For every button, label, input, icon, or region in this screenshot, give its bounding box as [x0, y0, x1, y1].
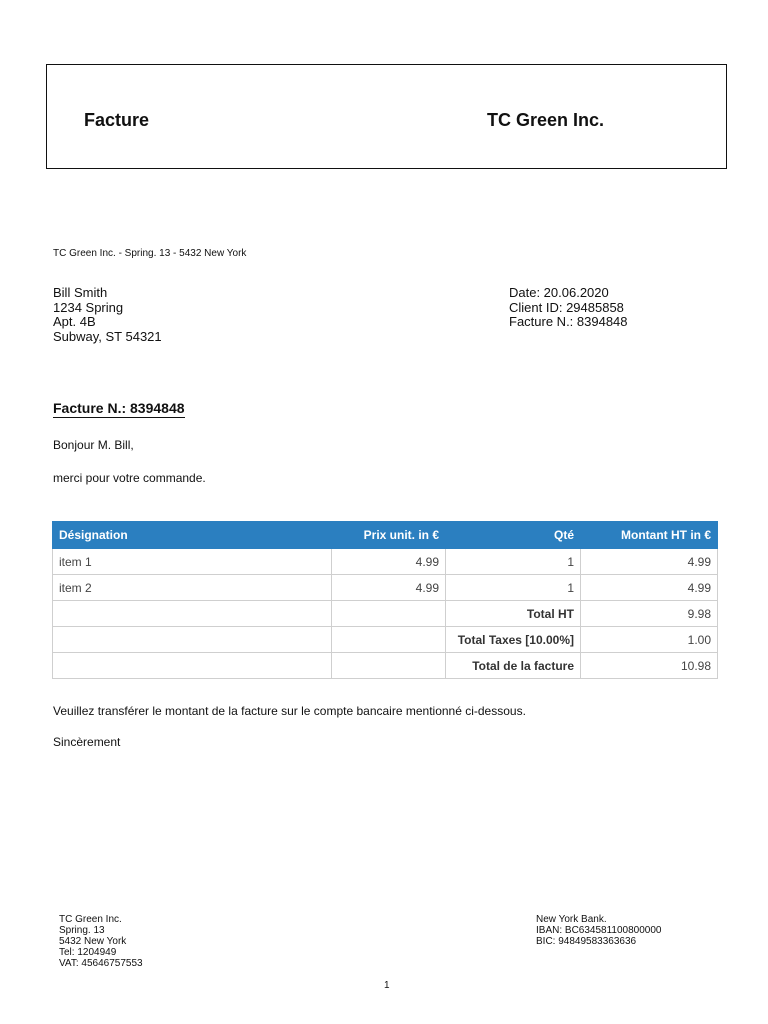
invoice-number-meta: Facture N.: 8394848: [509, 314, 628, 329]
company-name: TC Green Inc.: [487, 110, 605, 130]
column-header-unit-price: Prix unit. in €: [332, 522, 446, 549]
item-qty: 1: [446, 549, 581, 575]
invoice-meta: [509, 286, 628, 330]
empty-cell: [53, 601, 332, 627]
summary-value: 1.00: [581, 627, 718, 653]
empty-cell: [53, 627, 332, 653]
footer-company-info: [59, 914, 143, 969]
footer-iban: IBAN: BC634581100800000: [536, 925, 662, 936]
empty-cell: [53, 653, 332, 679]
summary-label: Total de la facture: [446, 653, 581, 679]
transfer-note: Veuillez transférer le montant de la facture sur le compte bancaire mentionné ci-dessous.: [53, 704, 526, 718]
invoice-heading: Facture N.: 8394848: [53, 400, 185, 416]
footer-bank: New York Bank.: [536, 914, 607, 925]
recipient-apt: Apt. 4B: [53, 314, 96, 329]
page-number: 1: [384, 980, 390, 991]
column-header-qty: Qté: [446, 522, 581, 549]
summary-row: [53, 653, 718, 679]
summary-label: Total Taxes [10.00%]: [446, 627, 581, 653]
summary-row: [53, 601, 718, 627]
item-designation: item 2: [53, 575, 332, 601]
summary-label: Total HT: [446, 601, 581, 627]
item-amount: 4.99: [581, 549, 718, 575]
item-unit-price: 4.99: [332, 575, 446, 601]
empty-cell: [332, 653, 446, 679]
summary-value: 10.98: [581, 653, 718, 679]
summary-value: 9.98: [581, 601, 718, 627]
column-header-amount: Montant HT in €: [581, 522, 718, 549]
recipient-city: Subway, ST 54321: [53, 328, 162, 344]
closing: Sincèrement: [53, 735, 121, 749]
item-qty: 1: [446, 575, 581, 601]
column-header-designation: Désignation: [53, 522, 332, 549]
footer-bic: BIC: 94849583363636: [536, 936, 637, 947]
item-unit-price: 4.99: [332, 549, 446, 575]
table-header-row: [53, 522, 718, 549]
thanks-text: merci pour votre commande.: [53, 471, 206, 485]
items-table: [52, 521, 718, 679]
sender-address-line: TC Green Inc. - Spring. 13 - 5432 New York: [53, 248, 247, 259]
recipient-address: [53, 286, 162, 344]
footer-tel: Tel: 1204949: [59, 947, 117, 958]
recipient-name: Bill Smith: [53, 285, 108, 300]
client-id: Client ID: 29485858: [509, 299, 624, 315]
greeting: Bonjour M. Bill,: [53, 438, 134, 452]
empty-cell: [332, 627, 446, 653]
table-row: [53, 575, 718, 601]
footer-bank-info: [536, 914, 661, 947]
empty-cell: [332, 601, 446, 627]
footer-company: TC Green Inc.: [59, 914, 122, 925]
invoice-date: Date: 20.06.2020: [509, 285, 609, 300]
table-row: [53, 549, 718, 575]
item-amount: 4.99: [581, 575, 718, 601]
footer-vat: VAT: 45646757553: [59, 958, 143, 969]
item-designation: item 1: [53, 549, 332, 575]
document-title: Facture: [84, 110, 150, 130]
footer-city: 5432 New York: [59, 936, 127, 947]
recipient-street: 1234 Spring: [53, 299, 124, 315]
footer-street: Spring. 13: [59, 925, 105, 936]
summary-row: [53, 627, 718, 653]
